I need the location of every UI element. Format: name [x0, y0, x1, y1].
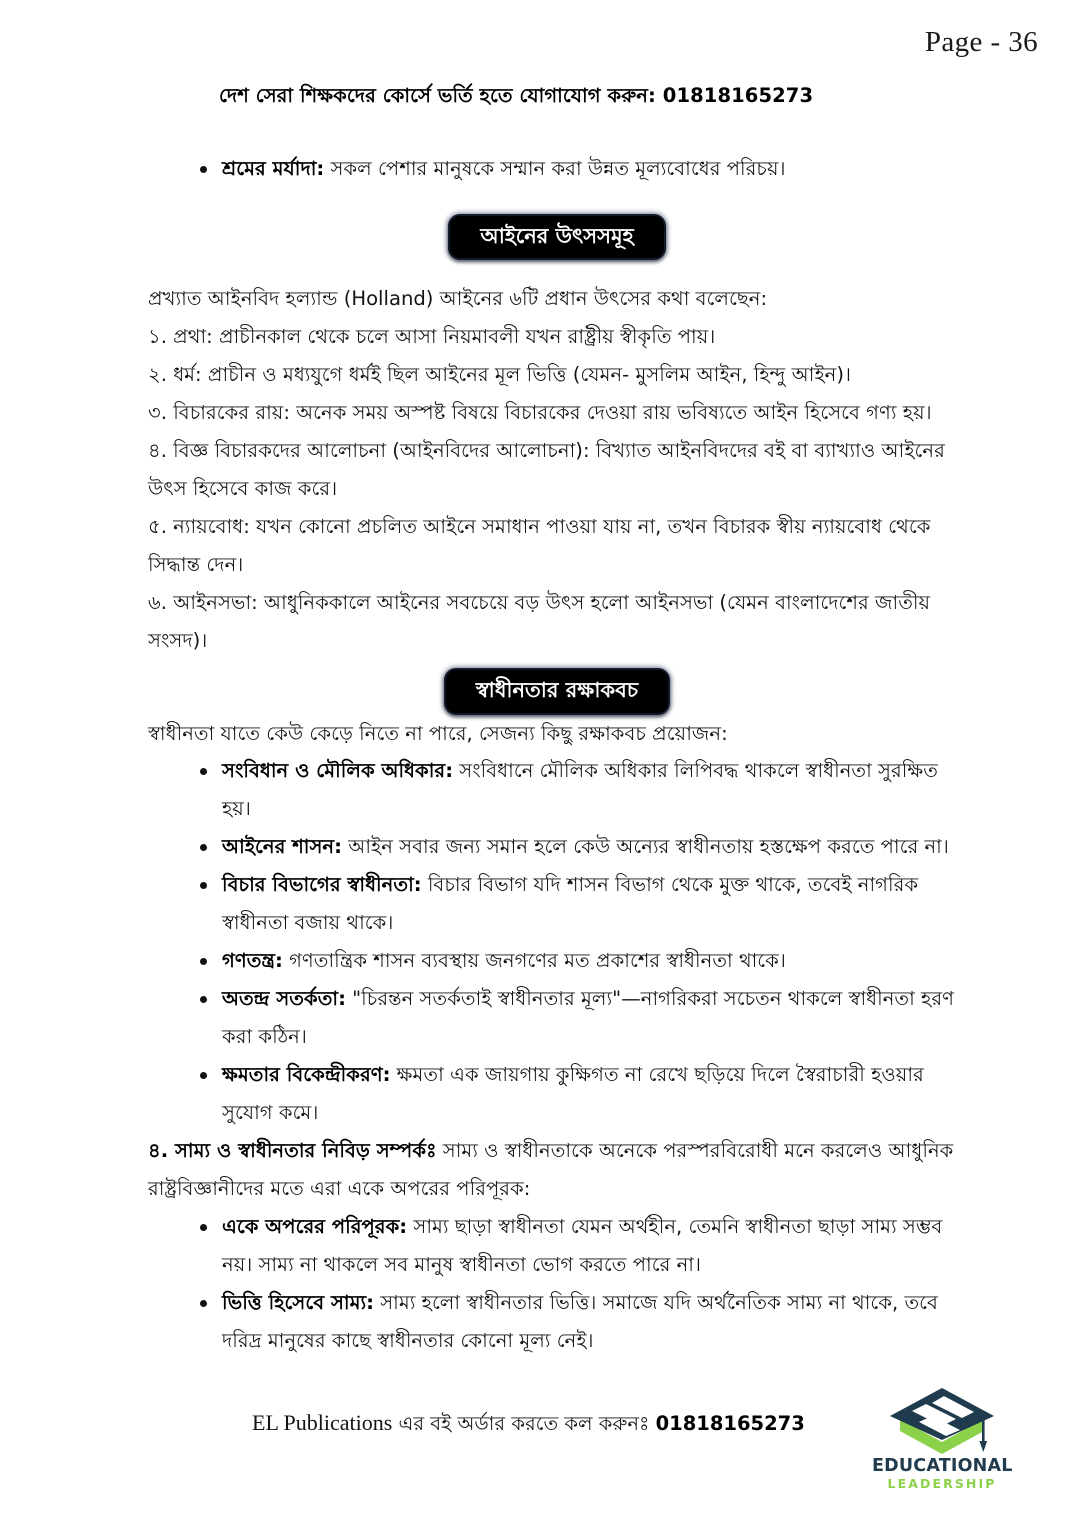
intro-bullet-list — [148, 150, 966, 188]
bullet-lead: সংবিধান ও মৌলিক অধিকার: — [222, 758, 454, 782]
equality-section-title — [148, 1132, 966, 1208]
page-footer — [0, 1384, 1080, 1534]
logo-subtitle: LEADERSHIP — [887, 1476, 997, 1492]
safeguards-bullet-list — [148, 752, 966, 1132]
logo-name: EDUCATIONAL — [872, 1456, 1013, 1476]
equality-bullet-list — [148, 1208, 966, 1360]
footer-order-line — [252, 1410, 805, 1442]
list-item — [148, 866, 966, 942]
document-content — [148, 150, 966, 1360]
list-item — [148, 980, 966, 1056]
list-item: ৬. আইনসভা: আধুনিককালে আইনের সবচেয়ে বড় উৎস হলো আইনসভা (যেমন বাংলাদেশের জাতীয় সংসদ)। — [148, 591, 931, 653]
bullet-lead: অতন্দ্র সতর্কতা: — [222, 986, 346, 1010]
list-item — [148, 1284, 966, 1360]
list-item: ৪. বিজ্ঞ বিচারকদের আলোচনা (আইনবিদের আলোচনা): বিখ্যাত আইনবিদদের বই বা ব্যাখ্যাও আইনের উৎস হিসেবে কাজ করে। — [148, 439, 945, 501]
badge-row-safeguards — [148, 668, 966, 714]
graduation-cap-icon — [882, 1386, 1002, 1456]
bullet-lead: একে অপরের পরিপূরক: — [222, 1214, 408, 1238]
list-item: ২. ধর্ম: প্রাচীন ও মধ্যযুগে ধর্মই ছিল আইনের মূল ভিত্তি (যেমন- মুসলিম আইন, হিন্দু আইন)। — [148, 363, 852, 387]
list-item — [148, 942, 966, 980]
list-item: ৫. ন্যায়বোধ: যখন কোনো প্রচলিত আইনে সমাধান পাওয়া যায় না, তখন বিচারক স্বীয় ন্যায়বোধ থেকে সিদ্ধান্ত দেন। — [148, 515, 931, 577]
list-item — [148, 752, 966, 828]
page-number: Page - 36 — [924, 26, 1038, 58]
bullet-text: সংবিধানে মৌলিক অধিকার লিপিবদ্ধ থাকলে স্বাধীনতা সুরক্ষিত হয়। — [222, 758, 938, 820]
footer-text: এর বই অর্ডার করতে কল করুনঃ — [392, 1412, 656, 1435]
section-badge-safeguards: স্বাধীনতার রক্ষাকবচ — [444, 668, 670, 714]
equality-title-text: সাম্য ও স্বাধীনতাকে অনেকে পরস্পরবিরোধী মনে করলেও আধুনিক রাষ্ট্রবিজ্ঞানীদের মতে এরা একে অপরের পরিপূরক: — [148, 1138, 954, 1200]
bullet-text: "চিরন্তন সতর্কতাই স্বাধীনতার মূল্য"—নাগরিকরা সচেতন থাকলে স্বাধীনতা হরণ করা কঠিন। — [222, 986, 954, 1048]
list-item: ১. প্রথা: প্রাচীনকাল থেকে চলে আসা নিয়মাবলী যখন রাষ্ট্রীয় স্বীকৃতি পায়। — [148, 325, 716, 349]
bullet-lead: আইনের শাসন: — [222, 834, 342, 858]
bullet-text: সাম্য ছাড়া স্বাধীনতা যেমন অর্থহীন, তেমনি স্বাধীনতা ছাড়া সাম্য সম্ভব নয়। সাম্য না থাকলে সব মানুষ স্বাধীনতা ভোগ করতে পারে না। — [222, 1214, 943, 1276]
bullet-text: বিচার বিভাগ যদি শাসন বিভাগ থেকে মুক্ত থাকে, তবেই নাগরিক স্বাধীনতা বজায় থাকে। — [222, 872, 919, 934]
educational-leadership-logo — [872, 1386, 1012, 1506]
bullet-lead: ক্ষমতার বিকেন্দ্রীকরণ: — [222, 1062, 391, 1086]
footer-brand: EL Publications — [252, 1410, 393, 1435]
list-item — [148, 1208, 966, 1284]
safeguards-intro-paragraph: স্বাধীনতা যাতে কেউ কেড়ে নিতে না পারে, সেজন্য কিছু রক্ষাকবচ প্রয়োজন: — [148, 721, 728, 745]
bullet-text: ক্ষমতা এক জায়গায় কুক্ষিগত না রেখে ছড়িয়ে দিলে স্বৈরাচারী হওয়ার সুযোগ কমে। — [222, 1062, 924, 1124]
bullet-text: সাম্য হলো স্বাধীনতার ভিত্তি। সমাজে যদি অর্থনৈতিক সাম্য না থাকে, তবে দরিদ্র মানুষের কাছে স্বাধীনতার কোনো মূল্য নেই। — [222, 1290, 938, 1352]
bullet-lead: গণতন্ত্র: — [222, 948, 283, 972]
list-item: ৩. বিচারকের রায়: অনেক সময় অস্পষ্ট বিষয়ে বিচারকের দেওয়া রায় ভবিষ্যতে আইন হিসেবে গণ্য হয়। — [148, 401, 932, 425]
section-badge-sources: আইনের উৎসসমূহ — [448, 214, 665, 260]
sources-intro-paragraph: প্রখ্যাত আইনবিদ হল্যান্ড (Holland) আইনের ৬টি প্রধান উৎসের কথা বলেছেন: — [148, 287, 768, 311]
equality-title-lead: ৪. সাম্য ও স্বাধীনতার নিবিড় সম্পর্কঃ — [148, 1138, 437, 1162]
bullet-text: আইন সবার জন্য সমান হলে কেউ অন্যের স্বাধীনতায় হস্তক্ষেপ করতে পারে না। — [341, 834, 949, 858]
badge-row-sources — [148, 214, 966, 260]
list-item — [148, 1056, 966, 1132]
bullet-text: সকল পেশার মানুষকে সম্মান করা উন্নত মূল্যবোধের পরিচয়। — [324, 157, 786, 180]
list-item — [148, 150, 966, 188]
footer-phone: 01818165273 — [655, 1412, 805, 1435]
sources-numbered-list — [148, 318, 966, 660]
bullet-lead: শ্রমের মর্যাদা: — [222, 157, 325, 180]
bullet-text: গণতান্ত্রিক শাসন ব্যবস্থায় জনগণের মত প্রকাশের স্বাধীনতা থাকে। — [282, 948, 786, 972]
bullet-lead: বিচার বিভাগের স্বাধীনতা: — [222, 872, 422, 896]
top-banner-contact: দেশ সেরা শিক্ষকদের কোর্সে ভর্তি হতে যোগাযোগ করুন: 01818165273 — [219, 84, 814, 107]
list-item — [148, 828, 966, 866]
bullet-lead: ভিত্তি হিসেবে সাম্য: — [222, 1290, 374, 1314]
